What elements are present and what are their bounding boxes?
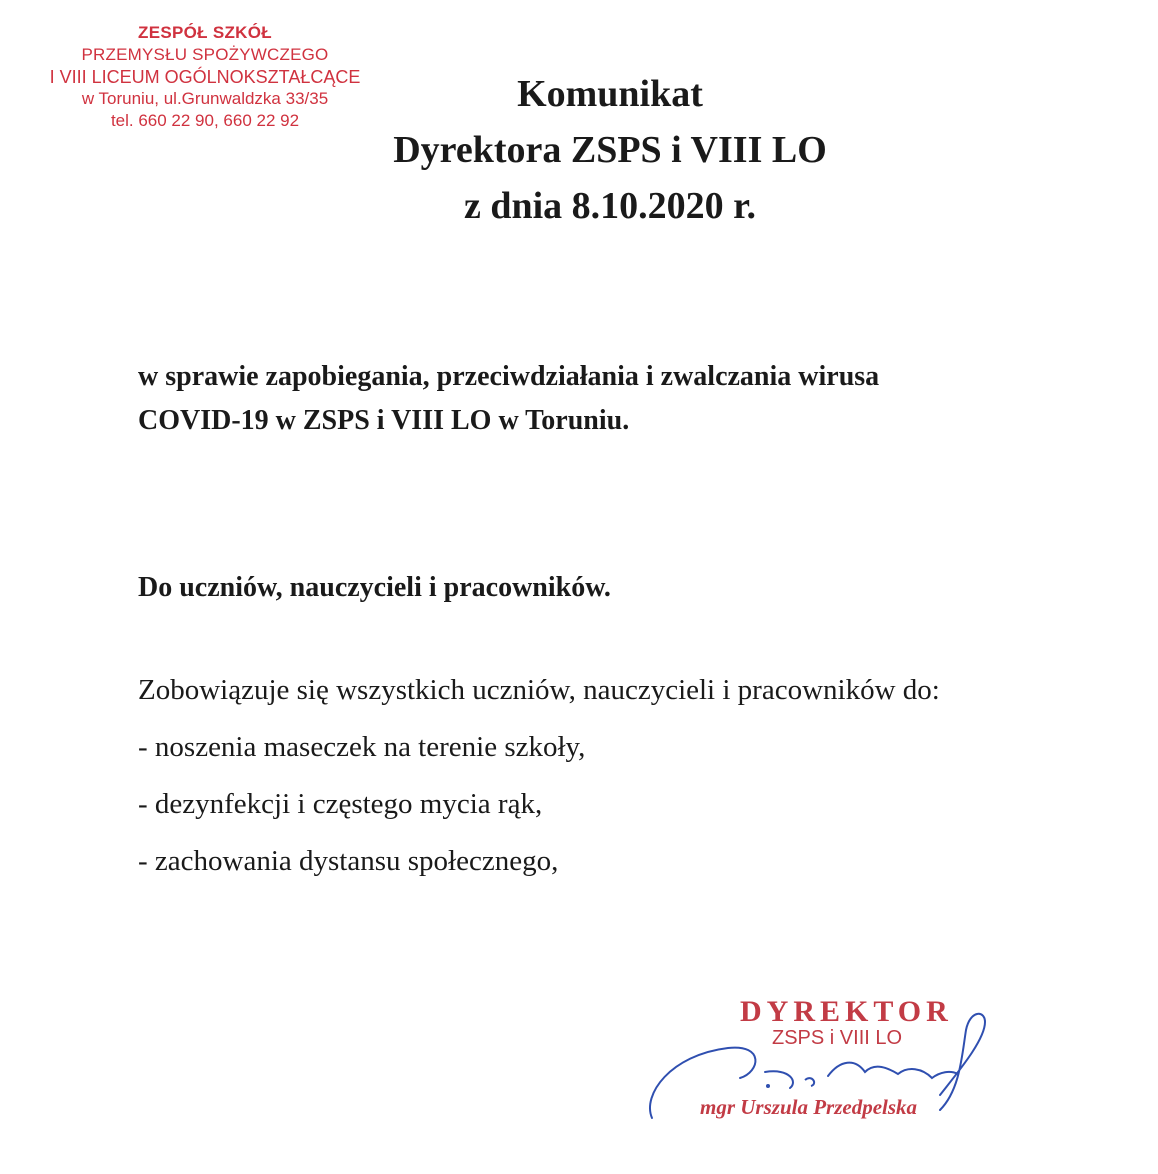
handwritten-signature xyxy=(640,1000,1000,1130)
director-stamp-title: DYREKTOR xyxy=(740,995,953,1028)
stamp-line-3: I VIII LICEUM OGÓLNOKSZTAŁCĄCE xyxy=(49,67,361,87)
list-item: - dezynfekcji i częstego mycia rąk, xyxy=(138,788,543,820)
stamp-line-2: PRZEMYSŁU SPOŻYWCZEGO xyxy=(81,45,329,64)
title-line-1: Komunikat xyxy=(517,73,703,115)
list-item: - noszenia maseczek na terenie szkoły, xyxy=(138,731,586,763)
director-stamp-subtitle: ZSPS i VIII LO xyxy=(772,1027,903,1049)
stamp-address: w Toruniu, ul.Grunwaldzka 33/35 xyxy=(81,89,329,108)
body-intro: Zobowiązuje się wszystkich uczniów, nauczycieli i pracowników do: xyxy=(138,674,940,706)
addressee: Do uczniów, nauczycieli i pracowników. xyxy=(138,572,611,603)
subject-line-2: COVID-19 w ZSPS i VIII LO w Toruniu. xyxy=(138,405,630,436)
document-title xyxy=(310,66,910,234)
stamp-line-1: ZESPÓŁ SZKÓŁ xyxy=(138,23,272,42)
stamp-phone: tel. 660 22 90, 660 22 92 xyxy=(110,111,300,130)
list-item: - zachowania dystansu społecznego, xyxy=(138,845,559,877)
subject-line-1: w sprawie zapobiegania, przeciwdziałania i zwalczania wirusa xyxy=(138,361,880,392)
body-text xyxy=(138,662,1118,890)
subject xyxy=(138,355,1098,443)
title-line-3: z dnia 8.10.2020 r. xyxy=(463,185,757,227)
director-name: mgr Urszula Przedpelska xyxy=(700,1095,918,1119)
title-line-2: Dyrektora ZSPS i VIII LO xyxy=(393,129,827,171)
